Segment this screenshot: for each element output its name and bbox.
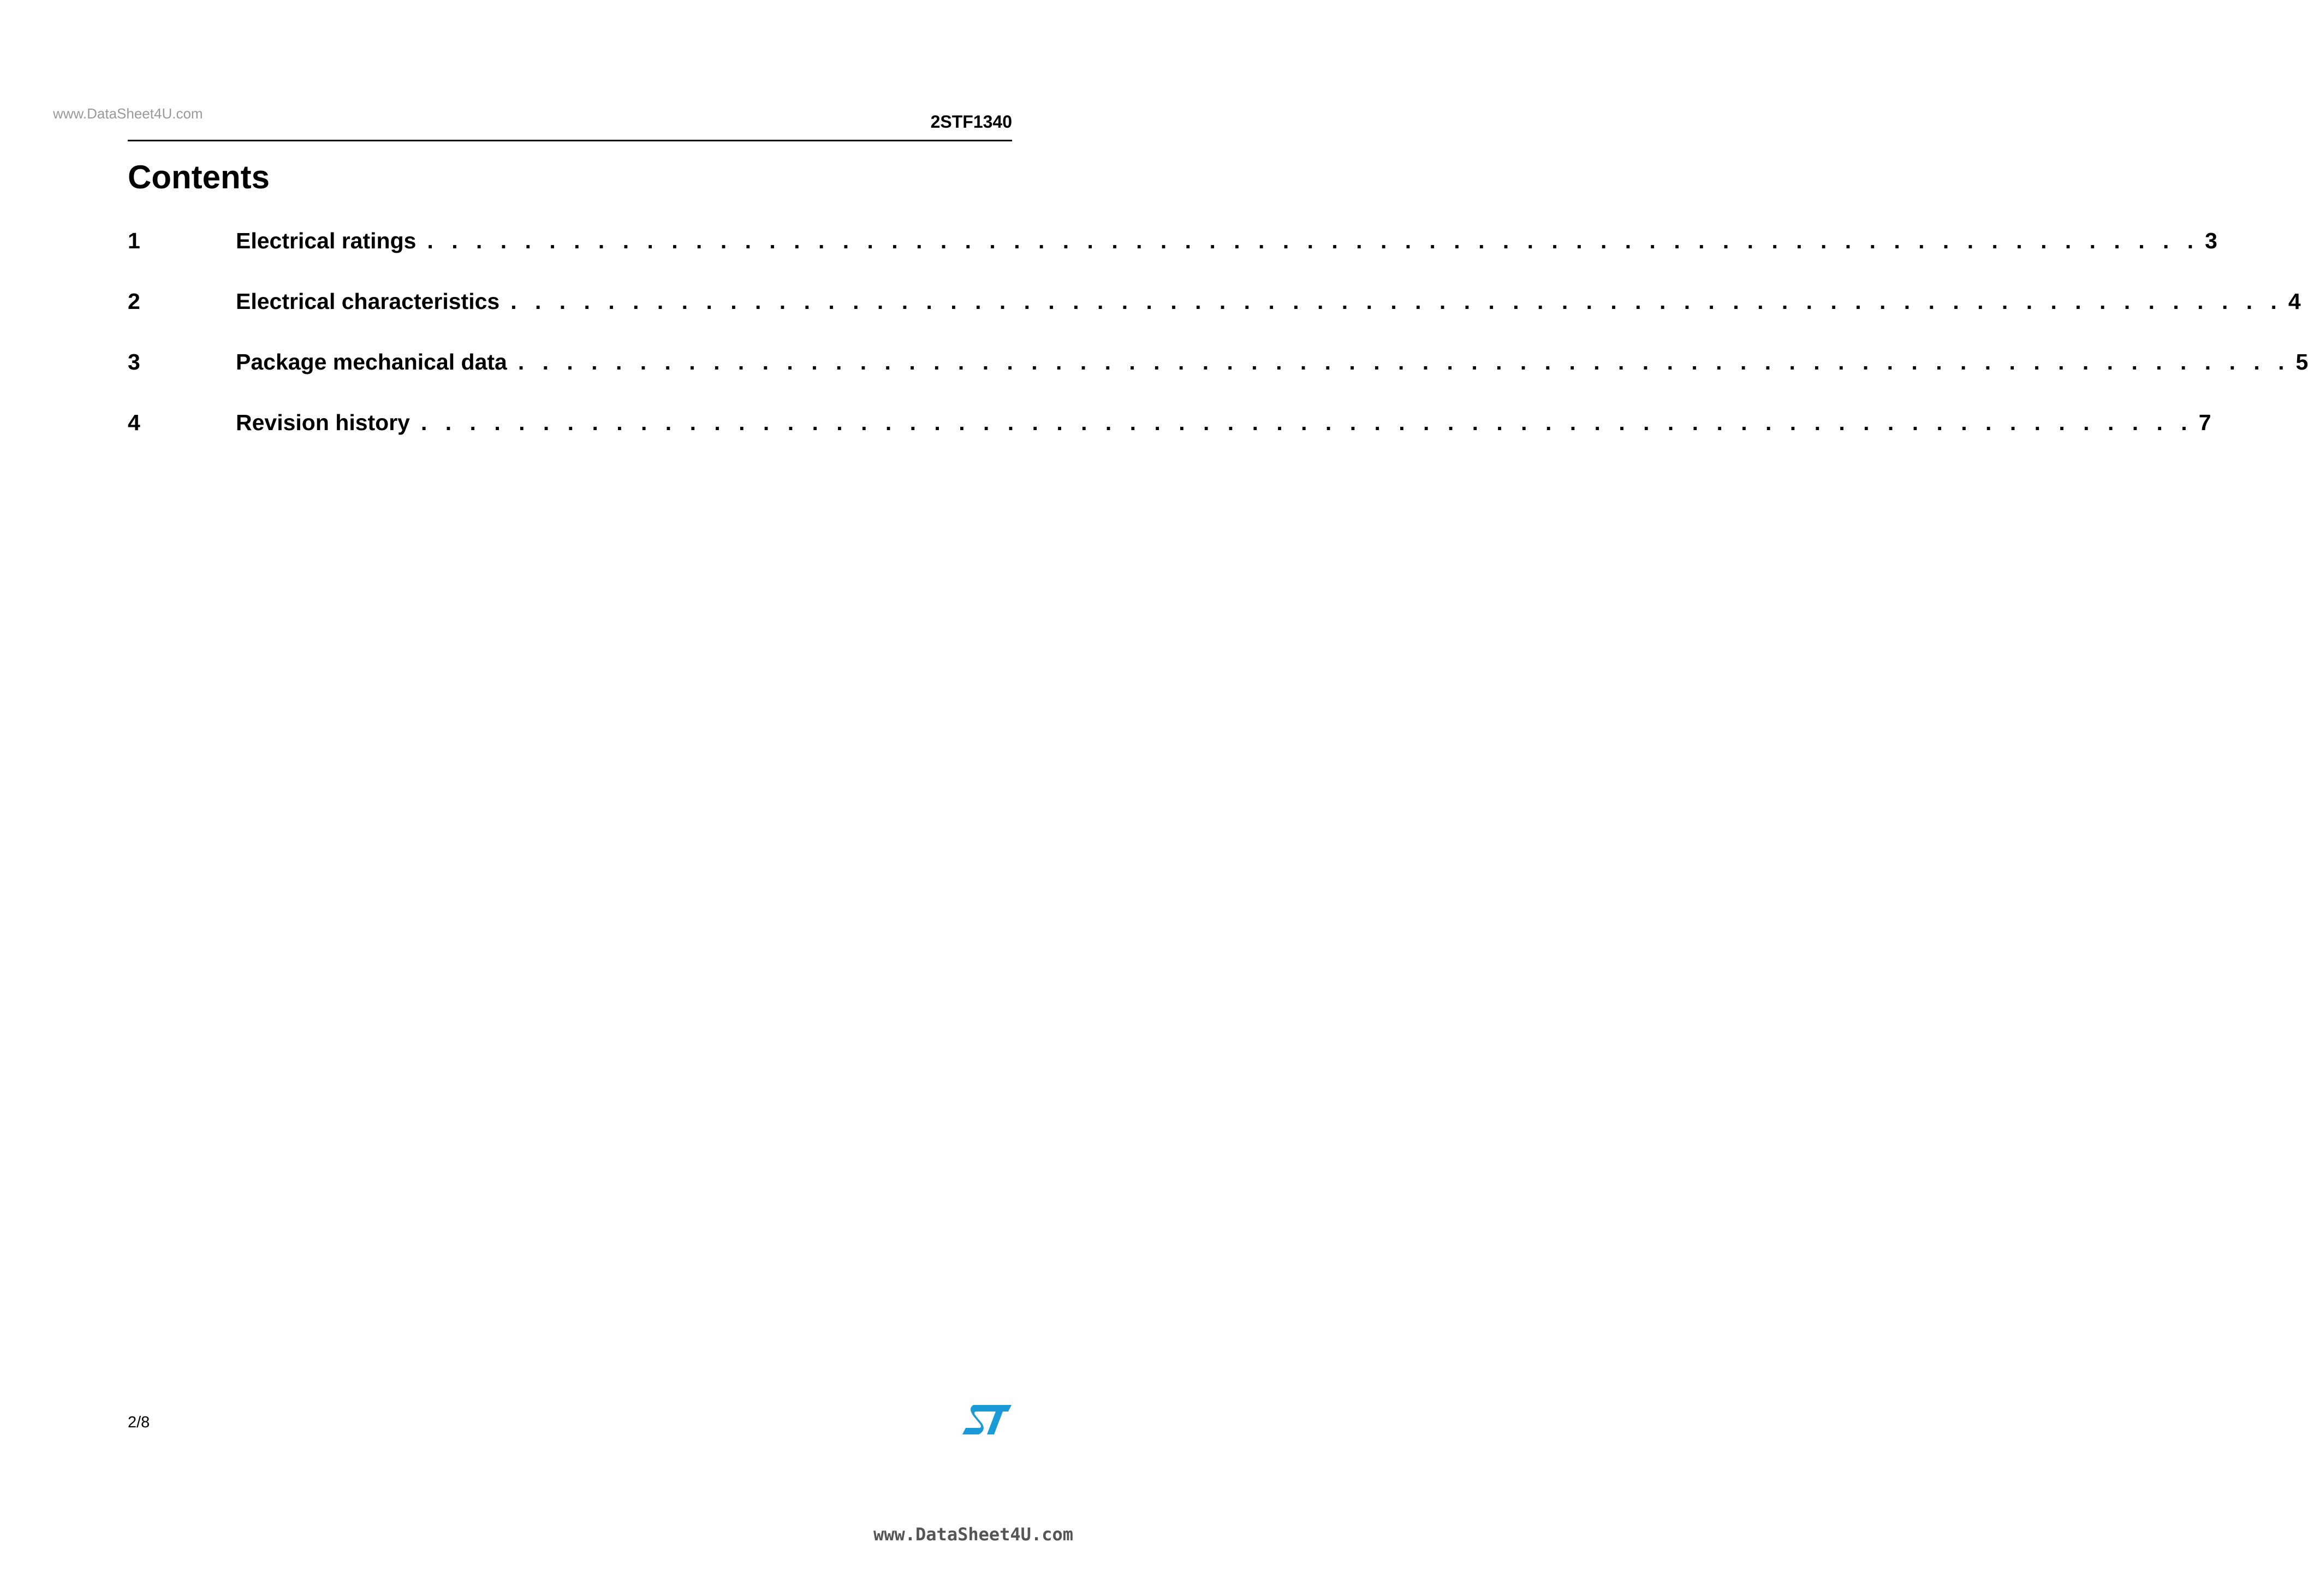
toc-entry[interactable] bbox=[128, 410, 2211, 471]
toc-entry-title[interactable]: Electrical ratings bbox=[236, 228, 417, 253]
toc-entry-page[interactable]: 5 bbox=[2295, 349, 2308, 374]
table-of-contents bbox=[128, 228, 2308, 471]
page-number: 2/8 bbox=[128, 1414, 150, 1431]
toc-dot-leader: . . . . . . . . . . . . . . . . . . . . . . . . . . . . . . . . . . . . . . . . . . . . . . . . . . . . . . . . . . . . . . . . . . . . . . . . . bbox=[517, 349, 2291, 374]
toc-entry-number: 3 bbox=[128, 349, 140, 374]
toc-entry-number: 2 bbox=[128, 289, 140, 314]
toc-dot-leader: . . . . . . . . . . . . . . . . . . . . . . . . . . . . . . . . . . . . . . . . . . . . . . . . . . . . . . . . . . . . . . . . . . . . . . . . . bbox=[427, 228, 2200, 253]
toc-dot-leader: . . . . . . . . . . . . . . . . . . . . . . . . . . . . . . . . . . . . . . . . . . . . . . . . . . . . . . . . . . . . . . . . . . . . . . . . . bbox=[420, 410, 2193, 435]
toc-entry-title[interactable]: Electrical characteristics bbox=[236, 289, 500, 314]
document-id: 2STF1340 bbox=[930, 112, 1012, 132]
watermark-bottom: www.DataSheet4U.com bbox=[873, 1524, 1073, 1545]
toc-entry-title[interactable]: Revision history bbox=[236, 410, 410, 435]
toc-entry-number: 4 bbox=[128, 410, 140, 435]
toc-entry-page[interactable]: 7 bbox=[2198, 410, 2211, 435]
toc-entry-page[interactable]: 3 bbox=[2205, 228, 2217, 253]
toc-entry-number: 1 bbox=[128, 228, 140, 253]
toc-entry[interactable] bbox=[128, 228, 2217, 289]
header-rule bbox=[128, 140, 1012, 141]
toc-entry[interactable] bbox=[128, 289, 2301, 349]
st-logo-icon bbox=[962, 1404, 1012, 1436]
page-title: Contents bbox=[128, 159, 270, 195]
toc-entry-title[interactable]: Package mechanical data bbox=[236, 349, 507, 374]
toc-entry[interactable] bbox=[128, 349, 2308, 410]
watermark-top: www.DataSheet4U.com bbox=[53, 105, 203, 122]
toc-entry-page[interactable]: 4 bbox=[2288, 289, 2301, 314]
toc-dot-leader: . . . . . . . . . . . . . . . . . . . . . . . . . . . . . . . . . . . . . . . . . . . . . . . . . . . . . . . . . . . . . . . . . . . . . . . . . bbox=[510, 289, 2283, 314]
